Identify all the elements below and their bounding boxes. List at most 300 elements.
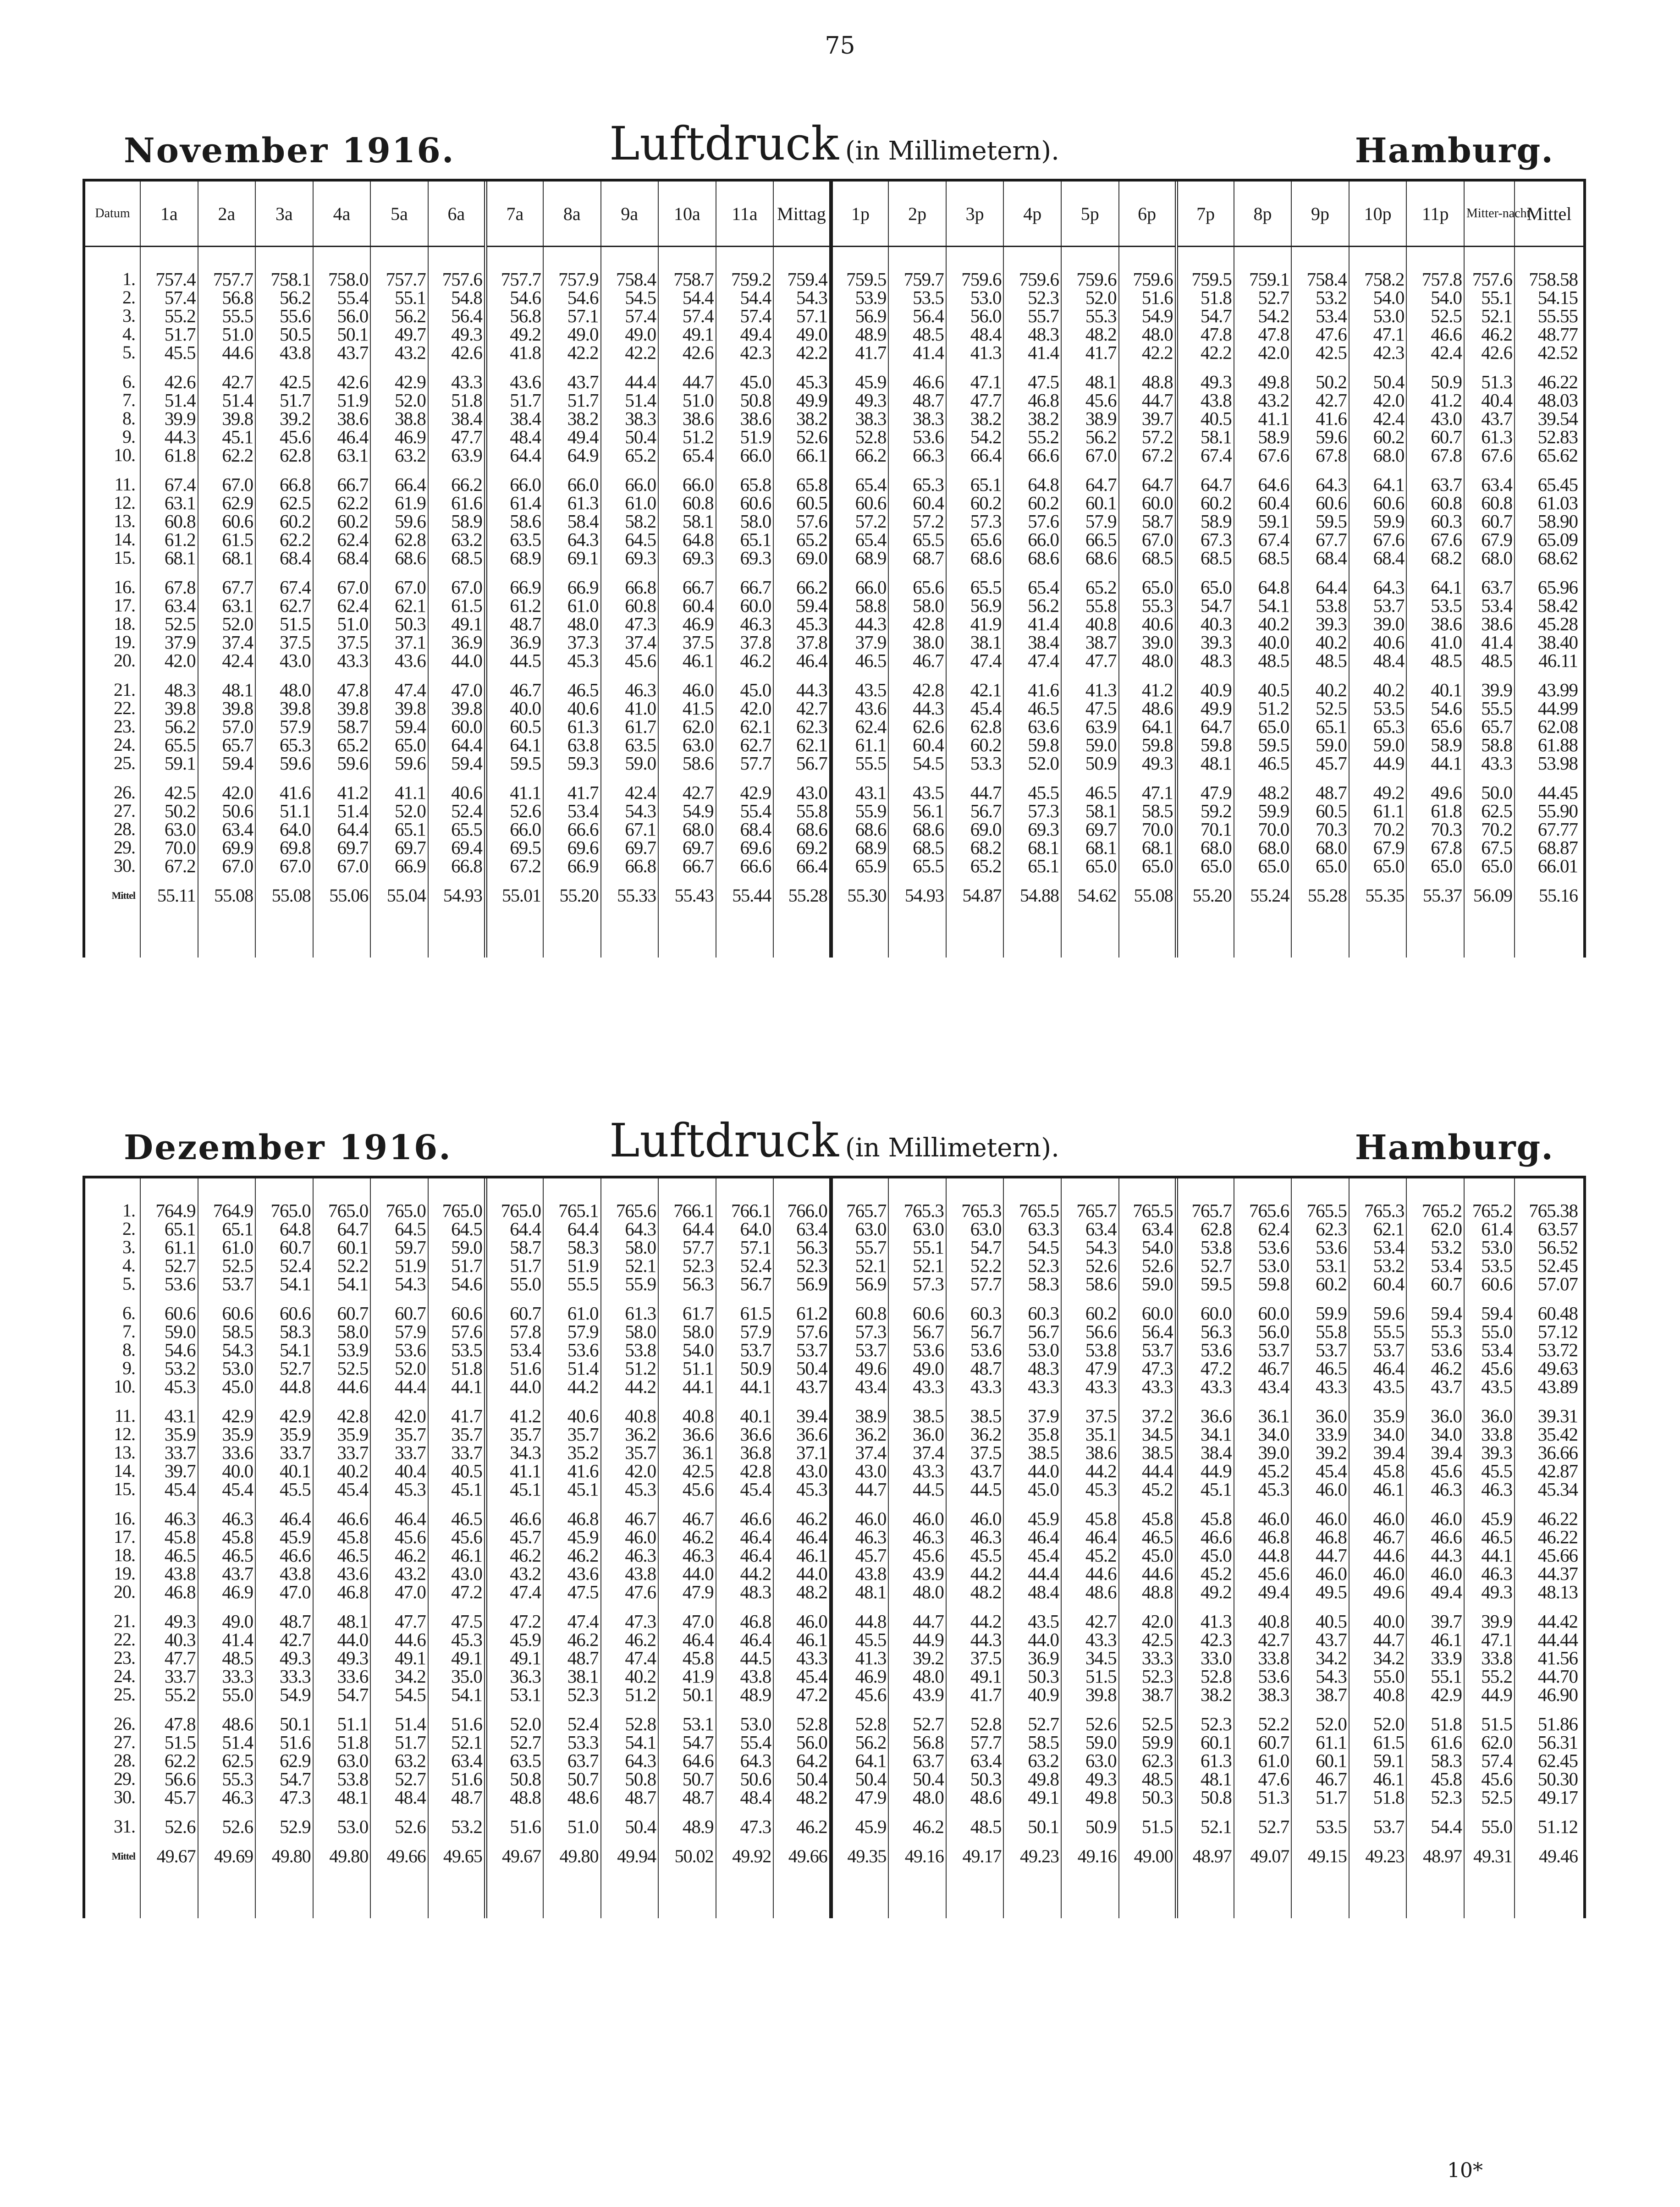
value-cell: 757.6: [1464, 247, 1515, 289]
value-cell: 53.7: [831, 1341, 889, 1359]
value-cell: 66.4: [370, 475, 428, 494]
value-cell: 54.4: [658, 288, 716, 307]
value-cell: 46.6: [485, 1509, 543, 1528]
title-sub: (in Millimetern).: [845, 1133, 1059, 1163]
value-cell: 54.0: [658, 1341, 716, 1359]
value-cell: 45.8: [1119, 1509, 1177, 1528]
value-cell: 61.2: [485, 596, 543, 615]
date-cell: 1.: [122, 1200, 135, 1221]
value-cell: 47.2: [1176, 1359, 1234, 1377]
value-cell: 64.1: [1406, 578, 1464, 596]
value-cell: 47.9: [1176, 783, 1234, 802]
value-cell: 48.77: [1515, 325, 1583, 343]
value-cell: 54.3: [198, 1341, 256, 1359]
value-cell: 58.4: [543, 512, 601, 530]
value-cell: 36.6: [716, 1425, 774, 1443]
date-cell: 25.: [114, 1684, 135, 1705]
value-cell: 46.5: [1291, 1359, 1349, 1377]
value-cell: 53.0: [716, 1715, 774, 1733]
spacer-cell: [1291, 1877, 1349, 1918]
value-cell: 43.8: [716, 1667, 774, 1685]
value-cell: 61.1: [831, 736, 889, 754]
value-cell: 46.8: [140, 1583, 198, 1601]
value-cell: 63.7: [543, 1751, 601, 1770]
value-cell: 56.7: [716, 1275, 774, 1293]
value-cell: 68.5: [1176, 549, 1234, 567]
value-cell: 42.4: [1349, 409, 1407, 428]
value-cell: 33.3: [255, 1667, 313, 1685]
value-cell: 46.1: [428, 1546, 486, 1564]
value-cell: 58.42: [1515, 596, 1583, 615]
value-cell: 56.0: [1234, 1322, 1292, 1341]
value-cell: 52.9: [255, 1817, 313, 1836]
value-cell: 54.9: [658, 802, 716, 820]
table-row: [85, 1788, 1583, 1806]
table-row: [85, 1480, 1583, 1498]
spacer-cell: [543, 916, 601, 958]
value-cell: 64.7: [313, 1220, 371, 1238]
column-header: 7p: [1176, 182, 1234, 247]
date-cell: 30.: [114, 855, 135, 876]
value-cell: 38.4: [485, 409, 543, 428]
value-cell: 51.7: [543, 391, 601, 409]
column-header: Datum: [85, 182, 140, 247]
spacer-cell: [888, 1877, 946, 1918]
value-cell: 60.7: [1464, 512, 1515, 530]
column-header: 8p: [1234, 182, 1292, 247]
table-row: [85, 717, 1583, 736]
value-cell: 759.6: [1003, 247, 1061, 289]
value-cell: 48.2: [1234, 783, 1292, 802]
value-cell: 43.4: [1234, 1377, 1292, 1396]
value-cell: 67.4: [1234, 530, 1292, 549]
value-cell: 54.2: [946, 428, 1004, 446]
value-cell: 43.3: [1061, 1377, 1119, 1396]
value-cell: 45.5: [1003, 783, 1061, 802]
date-cell: 23.: [114, 1647, 135, 1668]
value-cell: 64.8: [1234, 578, 1292, 596]
value-cell: 55.06: [313, 875, 371, 916]
value-cell: 759.4: [773, 247, 831, 289]
value-cell: 46.1: [773, 1546, 831, 1564]
date-cell: 29.: [114, 837, 135, 858]
value-cell: 36.9: [428, 633, 486, 651]
value-cell: 60.7: [255, 1238, 313, 1256]
value-cell: 37.9: [831, 633, 889, 651]
value-cell: 40.2: [1291, 681, 1349, 699]
value-cell: 58.6: [485, 512, 543, 530]
value-cell: 47.5: [1003, 373, 1061, 391]
value-cell: 37.1: [773, 1443, 831, 1462]
value-cell: 63.4: [1464, 475, 1515, 494]
value-cell: 63.9: [1061, 717, 1119, 736]
value-cell: 60.0: [1176, 1304, 1234, 1322]
value-cell: 57.6: [773, 512, 831, 530]
value-cell: 51.2: [601, 1359, 659, 1377]
value-cell: 59.0: [1119, 1275, 1177, 1293]
value-cell: 46.2: [716, 651, 774, 670]
value-cell: 33.6: [198, 1443, 256, 1462]
value-cell: 66.0: [485, 475, 543, 494]
value-cell: 65.5: [888, 857, 946, 875]
value-cell: 45.6: [255, 428, 313, 446]
value-cell: 49.3: [1119, 754, 1177, 772]
table-row: [85, 475, 1583, 494]
date-cell: 30.: [114, 1787, 135, 1807]
value-cell: 46.0: [1406, 1509, 1464, 1528]
value-cell: 55.7: [1003, 307, 1061, 325]
value-cell: 52.0: [370, 391, 428, 409]
spacer-cell: [831, 1877, 889, 1918]
date-cell: 14.: [114, 1460, 135, 1481]
value-cell: 57.9: [543, 1322, 601, 1341]
table-row: [85, 446, 1583, 464]
value-cell: 36.2: [946, 1425, 1004, 1443]
value-cell: 46.8: [543, 1509, 601, 1528]
value-cell: 47.3: [601, 615, 659, 633]
value-cell: 55.4: [716, 802, 774, 820]
value-cell: 53.4: [1291, 307, 1349, 325]
value-cell: 42.4: [1406, 343, 1464, 362]
value-cell: 63.1: [313, 446, 371, 464]
value-cell: 48.3: [716, 1583, 774, 1601]
value-cell: 62.7: [255, 596, 313, 615]
value-cell: 46.9: [370, 428, 428, 446]
value-cell: 46.2: [485, 1546, 543, 1564]
value-cell: 48.8: [485, 1788, 543, 1806]
value-cell: 47.3: [255, 1788, 313, 1806]
value-cell: 67.0: [370, 578, 428, 596]
value-cell: 35.8: [1003, 1425, 1061, 1443]
value-cell: 49.2: [1349, 783, 1407, 802]
pressure-table-december: [85, 1178, 1583, 1918]
value-cell: 62.4: [313, 530, 371, 549]
value-cell: 52.1: [1176, 1817, 1234, 1836]
value-cell: 59.4: [1406, 1304, 1464, 1322]
value-cell: 46.5: [1003, 699, 1061, 717]
spacer-cell: [255, 916, 313, 958]
value-cell: 49.69: [198, 1836, 256, 1877]
spacer-cell: [888, 916, 946, 958]
value-cell: 43.6: [543, 1564, 601, 1583]
value-cell: 49.0: [601, 325, 659, 343]
value-cell: 52.1: [888, 1256, 946, 1275]
value-cell: 48.4: [1003, 1583, 1061, 1601]
value-cell: 48.4: [716, 1788, 774, 1806]
spacer-cell: [370, 916, 428, 958]
spacer-cell: [1234, 916, 1292, 958]
value-cell: 43.4: [831, 1377, 889, 1396]
value-cell: 43.7: [543, 373, 601, 391]
value-cell: 62.3: [1119, 1751, 1177, 1770]
value-cell: 42.7: [198, 373, 256, 391]
value-cell: 50.9: [716, 1359, 774, 1377]
table-row: [85, 783, 1583, 802]
value-cell: 60.0: [428, 717, 486, 736]
value-cell: 56.9: [831, 307, 889, 325]
spacer-cell: [1003, 916, 1061, 958]
value-cell: 46.5: [140, 1546, 198, 1564]
value-cell: 61.7: [601, 717, 659, 736]
value-cell: 63.3: [1003, 1220, 1061, 1238]
value-cell: 46.3: [888, 1528, 946, 1546]
value-cell: 65.3: [1349, 717, 1407, 736]
value-cell: 60.6: [198, 1304, 256, 1322]
value-cell: 42.8: [888, 681, 946, 699]
footer-number: 10*: [1447, 2159, 1483, 2182]
value-cell: 49.0: [888, 1359, 946, 1377]
value-cell: 70.2: [1464, 820, 1515, 838]
value-cell: 37.2: [1119, 1407, 1177, 1425]
value-cell: 757.7: [485, 247, 543, 289]
value-cell: 39.8: [198, 699, 256, 717]
mittel-row: [85, 875, 1583, 916]
value-cell: 43.6: [831, 699, 889, 717]
value-cell: 67.8: [140, 578, 198, 596]
value-cell: 50.3: [370, 615, 428, 633]
value-cell: 50.2: [1291, 373, 1349, 391]
value-cell: 48.0: [255, 681, 313, 699]
value-cell: 63.7: [1406, 475, 1464, 494]
value-cell: 69.7: [370, 838, 428, 857]
value-cell: 45.1: [198, 428, 256, 446]
value-cell: 48.7: [543, 1649, 601, 1667]
value-cell: 64.0: [716, 1220, 774, 1238]
value-cell: 44.6: [1061, 1564, 1119, 1583]
value-cell: 57.4: [140, 288, 198, 307]
value-cell: 46.0: [831, 1509, 889, 1528]
value-cell: 55.08: [198, 875, 256, 916]
value-cell: 56.7: [946, 802, 1004, 820]
value-cell: 53.2: [1406, 1238, 1464, 1256]
value-cell: 44.0: [1003, 1630, 1061, 1649]
value-cell: 51.5: [1061, 1667, 1119, 1685]
value-cell: 43.9: [888, 1564, 946, 1583]
value-cell: 57.7: [946, 1275, 1004, 1293]
value-cell: 59.4: [428, 754, 486, 772]
value-cell: 66.7: [658, 857, 716, 875]
value-cell: 34.0: [1406, 1425, 1464, 1443]
value-cell: 60.4: [1234, 494, 1292, 512]
table-row: [85, 1546, 1583, 1564]
value-cell: 55.1: [888, 1238, 946, 1256]
value-cell: 57.0: [198, 717, 256, 736]
value-cell: 47.6: [1234, 1770, 1292, 1788]
value-cell: 43.5: [831, 681, 889, 699]
value-cell: 68.0: [658, 820, 716, 838]
value-cell: 49.4: [1234, 1583, 1292, 1601]
value-cell: 50.2: [140, 802, 198, 820]
value-cell: 40.1: [255, 1462, 313, 1480]
value-cell: 34.5: [1119, 1425, 1177, 1443]
value-cell: 38.3: [831, 409, 889, 428]
value-cell: 64.4: [485, 446, 543, 464]
value-cell: 49.66: [773, 1836, 831, 1877]
value-cell: 46.7: [658, 1509, 716, 1528]
value-cell: 43.9: [888, 1685, 946, 1704]
value-cell: 67.0: [198, 475, 256, 494]
value-cell: 59.4: [198, 754, 256, 772]
value-cell: 52.8: [601, 1715, 659, 1733]
value-cell: 48.1: [313, 1788, 371, 1806]
value-cell: 44.7: [1291, 1546, 1349, 1564]
value-cell: 43.3: [1291, 1377, 1349, 1396]
spacer-cell: [831, 916, 889, 958]
value-cell: 63.2: [370, 1751, 428, 1770]
table-row: [85, 549, 1583, 567]
value-cell: 49.0: [543, 325, 601, 343]
value-cell: 59.0: [140, 1322, 198, 1341]
spacer-cell: [428, 1877, 486, 1918]
table-header-bar: [83, 1107, 1586, 1176]
table-row: [85, 1667, 1583, 1685]
value-cell: 43.3: [773, 1649, 831, 1667]
value-cell: 57.2: [1119, 428, 1177, 446]
value-cell: 46.1: [773, 1630, 831, 1649]
value-cell: 65.1: [716, 530, 774, 549]
value-cell: 61.03: [1515, 494, 1583, 512]
value-cell: 67.0: [1061, 446, 1119, 464]
value-cell: 65.0: [1176, 857, 1234, 875]
spacer-cell: [1176, 1877, 1234, 1918]
value-cell: 69.6: [543, 838, 601, 857]
value-cell: 44.0: [773, 1564, 831, 1583]
value-cell: 36.9: [1003, 1649, 1061, 1667]
value-cell: 49.9: [773, 391, 831, 409]
value-cell: 47.4: [946, 651, 1004, 670]
value-cell: 45.1: [1176, 1480, 1234, 1498]
value-cell: 52.6: [370, 1817, 428, 1836]
value-cell: 41.9: [658, 1667, 716, 1685]
value-cell: 45.8: [198, 1528, 256, 1546]
value-cell: 53.7: [716, 1341, 774, 1359]
value-cell: 48.5: [1119, 1770, 1177, 1788]
value-cell: 46.3: [1464, 1564, 1515, 1583]
date-cell: 20.: [114, 1581, 135, 1602]
value-cell: 51.9: [370, 1256, 428, 1275]
value-cell: 56.9: [946, 596, 1004, 615]
value-cell: 62.1: [773, 736, 831, 754]
date-cell: 13.: [114, 511, 135, 531]
value-cell: 42.6: [1464, 343, 1515, 362]
value-cell: 46.3: [716, 615, 774, 633]
value-cell: 44.8: [255, 1377, 313, 1396]
value-cell: 53.7: [1349, 1341, 1407, 1359]
value-cell: 47.2: [773, 1685, 831, 1704]
value-cell: 45.9: [485, 1630, 543, 1649]
value-cell: 58.9: [1234, 428, 1292, 446]
value-cell: 66.9: [543, 578, 601, 596]
value-cell: 46.2: [658, 1528, 716, 1546]
value-cell: 51.6: [1119, 288, 1177, 307]
table-row: [85, 530, 1583, 549]
value-cell: 43.7: [313, 343, 371, 362]
value-cell: 55.20: [1176, 875, 1234, 916]
value-cell: 38.4: [1176, 1443, 1234, 1462]
value-cell: 56.31: [1515, 1733, 1583, 1751]
value-cell: 58.7: [485, 1238, 543, 1256]
value-cell: 41.8: [485, 343, 543, 362]
value-cell: 66.5: [1061, 530, 1119, 549]
value-cell: 63.5: [485, 530, 543, 549]
value-cell: 62.0: [1406, 1220, 1464, 1238]
value-cell: 48.3: [1176, 651, 1234, 670]
value-cell: 42.6: [313, 373, 371, 391]
value-cell: 52.6: [140, 1817, 198, 1836]
value-cell: 60.0: [1119, 1304, 1177, 1322]
value-cell: 54.7: [658, 1733, 716, 1751]
value-cell: 43.8: [1176, 391, 1234, 409]
value-cell: 50.6: [198, 802, 256, 820]
value-cell: 67.7: [1291, 530, 1349, 549]
spacer-cell: [140, 1877, 198, 1918]
value-cell: 49.67: [485, 1836, 543, 1877]
value-cell: 46.0: [658, 681, 716, 699]
date-cell: 9.: [122, 426, 135, 447]
value-cell: 54.5: [1003, 1238, 1061, 1256]
value-cell: 45.5: [831, 1630, 889, 1649]
value-cell: 39.4: [1349, 1443, 1407, 1462]
value-cell: 41.2: [1119, 681, 1177, 699]
value-cell: 48.4: [1349, 651, 1407, 670]
value-cell: 62.9: [198, 494, 256, 512]
value-cell: 40.0: [198, 1462, 256, 1480]
value-cell: 62.2: [198, 446, 256, 464]
value-cell: 56.6: [140, 1770, 198, 1788]
value-cell: 45.3: [773, 1480, 831, 1498]
table-row: [85, 1341, 1583, 1359]
value-cell: 58.0: [888, 596, 946, 615]
table-row: [85, 1238, 1583, 1256]
value-cell: 51.4: [543, 1359, 601, 1377]
value-cell: 47.5: [428, 1612, 486, 1630]
value-cell: 51.1: [255, 802, 313, 820]
value-cell: 52.5: [1406, 307, 1464, 325]
value-cell: 59.9: [1119, 1733, 1177, 1751]
value-cell: 44.70: [1515, 1667, 1583, 1685]
value-cell: 49.00: [1119, 1836, 1177, 1877]
value-cell: 48.0: [1119, 325, 1177, 343]
value-cell: 50.4: [773, 1359, 831, 1377]
value-cell: 60.3: [1406, 512, 1464, 530]
value-cell: 61.1: [140, 1238, 198, 1256]
value-cell: 55.28: [1291, 875, 1349, 916]
value-cell: 34.2: [1349, 1649, 1407, 1667]
value-cell: 44.5: [716, 1649, 774, 1667]
value-cell: 46.8: [1003, 391, 1061, 409]
value-cell: 46.22: [1515, 1509, 1583, 1528]
value-cell: 55.0: [1464, 1322, 1515, 1341]
value-cell: 62.4: [1234, 1220, 1292, 1238]
value-cell: 38.1: [946, 633, 1004, 651]
value-cell: 41.1: [485, 1462, 543, 1480]
value-cell: 60.2: [1291, 1275, 1349, 1293]
spacer-cell: [428, 916, 486, 958]
value-cell: 46.7: [1291, 1770, 1349, 1788]
value-cell: 65.0: [1119, 857, 1177, 875]
value-cell: 66.8: [255, 475, 313, 494]
value-cell: 57.3: [888, 1275, 946, 1293]
value-cell: 41.9: [946, 615, 1004, 633]
value-cell: 44.7: [888, 1612, 946, 1630]
value-cell: 52.7: [888, 1715, 946, 1733]
value-cell: 49.65: [428, 1836, 486, 1877]
date-cell: 4.: [122, 324, 135, 344]
value-cell: 46.5: [313, 1546, 371, 1564]
value-cell: 48.6: [1119, 699, 1177, 717]
value-cell: 44.9: [1349, 754, 1407, 772]
value-cell: 52.8: [1176, 1667, 1234, 1685]
